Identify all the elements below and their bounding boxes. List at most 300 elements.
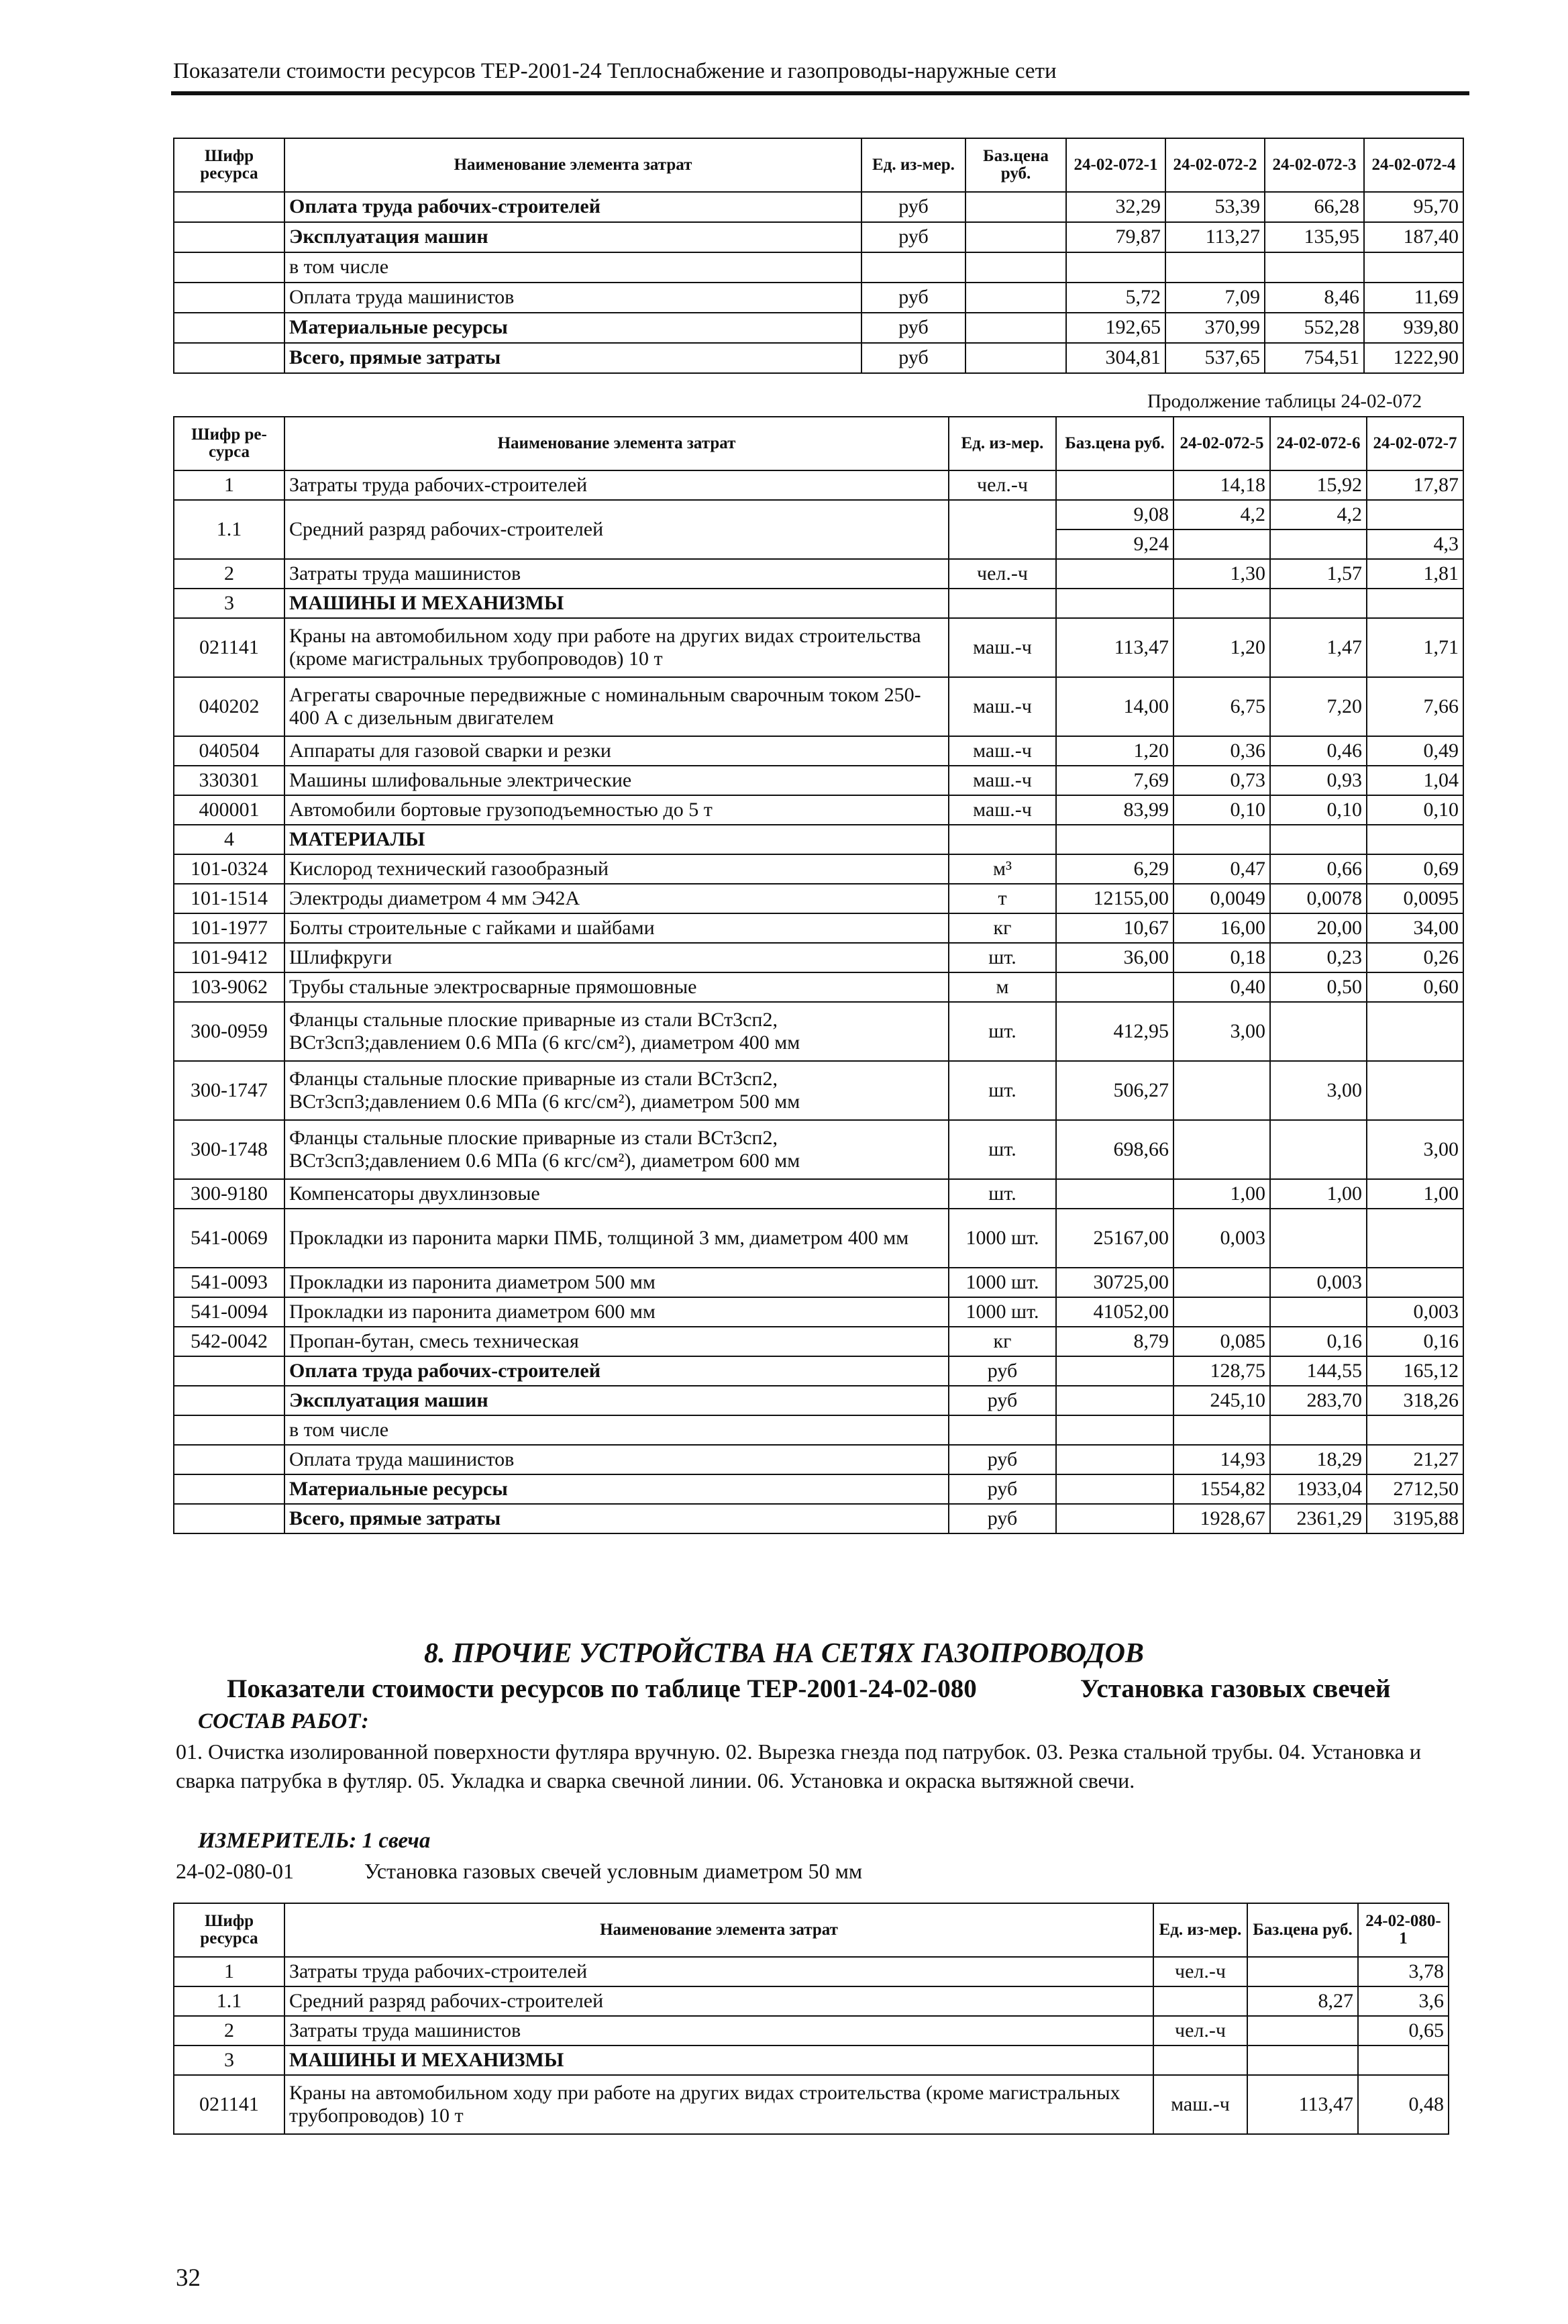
table-row xyxy=(174,1445,1463,1474)
cost-element-name: Средний разряд рабочих-строителей xyxy=(284,1986,1153,2016)
cost-element-name: Фланцы стальные плоские приварные из стали ВСт3сп2, ВСт3сп3;давлением 0.6 МПа (6 кгс/см²), диаметром 600 мм xyxy=(284,1120,949,1179)
cost-element-name: Материальные ресурсы xyxy=(284,313,861,343)
value-cell: 1,71 xyxy=(1367,618,1463,677)
resource-code xyxy=(174,222,284,252)
unit-cell xyxy=(1153,2045,1247,2075)
base-price-cell xyxy=(1056,1356,1173,1386)
value-cell: 1,20 xyxy=(1173,618,1270,677)
value-cell: 245,10 xyxy=(1173,1386,1270,1415)
base-price-cell xyxy=(965,192,1066,222)
base-price-cell xyxy=(965,252,1066,283)
cost-element-name: Оплата труда машинистов xyxy=(284,283,861,313)
table-row xyxy=(174,677,1463,736)
cost-element-name: Затраты труда рабочих-строителей xyxy=(284,470,949,500)
column-header: Ед. из-мер. xyxy=(1153,1903,1247,1957)
unit-cell: шт. xyxy=(949,1061,1056,1120)
resource-code: 1 xyxy=(174,1957,284,1986)
unit-cell: шт. xyxy=(949,943,1056,972)
value-cell: 4,2 xyxy=(1173,500,1270,529)
resource-code: 1 xyxy=(174,470,284,500)
base-price-cell xyxy=(965,283,1066,313)
value-cell: 1,04 xyxy=(1367,766,1463,795)
value-cell xyxy=(1358,2045,1449,2075)
page-header-title: Показатели стоимости ресурсов ТЕР-2001-24 Теплоснабжение и газопроводы-наружные сети xyxy=(173,59,1057,83)
cost-element-name: Оплата труда машинистов xyxy=(284,1445,949,1474)
resource-code: 4 xyxy=(174,825,284,854)
base-price-cell xyxy=(1056,825,1173,854)
column-header: Наименование элемента затрат xyxy=(284,138,861,192)
value-cell: 53,39 xyxy=(1165,192,1265,222)
resource-code: 300-9180 xyxy=(174,1179,284,1209)
resource-code xyxy=(174,1445,284,1474)
base-price-cell xyxy=(1247,2016,1358,2045)
composition-text: 01. Очистка изолированной поверхности футляра вручную. 02. Вырезка гнезда под патрубок. 03. Резка стальной трубы. 04. Установка и сварка патрубка в футляр. 05. Укладка и сварка свечной линии. 06. Установка и окраска вытяжной свечи. xyxy=(176,1739,1421,1792)
table-row xyxy=(174,500,1463,529)
base-price-cell xyxy=(1056,1386,1173,1415)
table-row xyxy=(174,618,1463,677)
resource-code: 2 xyxy=(174,2016,284,2045)
value-cell: 0,18 xyxy=(1173,943,1270,972)
value-cell xyxy=(1270,825,1367,854)
table-row xyxy=(174,1957,1449,1986)
value-cell xyxy=(1270,1209,1367,1268)
unit-cell: шт. xyxy=(949,1002,1056,1061)
resource-code: 300-1748 xyxy=(174,1120,284,1179)
cost-element-name: в том числе xyxy=(284,1415,949,1445)
unit-cell: т xyxy=(949,884,1056,913)
value-cell: 4,2 xyxy=(1270,500,1367,529)
value-cell: 0,47 xyxy=(1173,854,1270,884)
value-cell xyxy=(1265,252,1364,283)
unit-cell: руб xyxy=(861,343,965,373)
table-row xyxy=(174,1415,1463,1445)
column-header: 24-02-072-2 xyxy=(1165,138,1265,192)
unit-cell: руб xyxy=(861,222,965,252)
table-row xyxy=(174,252,1463,283)
value-cell: 1,57 xyxy=(1270,559,1367,589)
value-cell: 34,00 xyxy=(1367,913,1463,943)
value-cell: 1,81 xyxy=(1367,559,1463,589)
resource-code xyxy=(174,1356,284,1386)
column-header: Шифр ресурса xyxy=(174,1903,284,1957)
value-cell: 14,18 xyxy=(1173,470,1270,500)
value-cell: 3,78 xyxy=(1358,1957,1449,1986)
resource-code: 3 xyxy=(174,589,284,618)
table-row xyxy=(174,2045,1449,2075)
column-header: Ед. из-мер. xyxy=(861,138,965,192)
table-row xyxy=(174,1986,1449,2016)
table-row xyxy=(174,1386,1463,1415)
unit-cell: чел.-ч xyxy=(949,559,1056,589)
resource-code: 300-1747 xyxy=(174,1061,284,1120)
table-row xyxy=(174,2016,1449,2045)
resource-code: 101-0324 xyxy=(174,854,284,884)
column-header: Наименование элемента затрат xyxy=(284,1903,1153,1957)
value-cell: 144,55 xyxy=(1270,1356,1367,1386)
table-row xyxy=(174,1327,1463,1356)
value-cell: 0,003 xyxy=(1173,1209,1270,1268)
value-cell xyxy=(1165,252,1265,283)
unit-cell: кг xyxy=(949,913,1056,943)
column-header: Баз.цена руб. xyxy=(1056,417,1173,470)
value-cell: 187,40 xyxy=(1364,222,1463,252)
value-cell xyxy=(1364,252,1463,283)
table-row xyxy=(174,2075,1449,2134)
unit-cell xyxy=(861,252,965,283)
value-cell: 2712,50 xyxy=(1367,1474,1463,1504)
value-cell: 15,92 xyxy=(1270,470,1367,500)
value-cell: 17,87 xyxy=(1367,470,1463,500)
value-cell: 0,16 xyxy=(1367,1327,1463,1356)
unit-cell: маш.-ч xyxy=(949,618,1056,677)
value-cell: 0,46 xyxy=(1270,736,1367,766)
cost-element-name: Прокладки из паронита диаметром 500 мм xyxy=(284,1268,949,1297)
resource-code xyxy=(174,192,284,222)
value-cell xyxy=(1173,1415,1270,1445)
unit-cell: маш.-ч xyxy=(949,736,1056,766)
base-price-cell: 10,67 xyxy=(1056,913,1173,943)
cost-element-name: Краны на автомобильном ходу при работе на других видах строительства (кроме магистральных трубопроводов) 10 т xyxy=(284,2075,1153,2134)
resource-code xyxy=(174,252,284,283)
resource-code: 2 xyxy=(174,559,284,589)
value-cell: 1,00 xyxy=(1270,1179,1367,1209)
resource-code: 103-9062 xyxy=(174,972,284,1002)
resource-code xyxy=(174,1386,284,1415)
value-cell: 79,87 xyxy=(1066,222,1165,252)
table-row xyxy=(174,470,1463,500)
value-cell: 0,085 xyxy=(1173,1327,1270,1356)
column-header: Шифр ресурса xyxy=(174,138,284,192)
base-price-cell xyxy=(1056,559,1173,589)
unit-cell: руб xyxy=(949,1504,1056,1533)
value-cell: 370,99 xyxy=(1165,313,1265,343)
table-header-row xyxy=(174,1903,1449,1957)
value-cell: 32,29 xyxy=(1066,192,1165,222)
value-cell: 7,20 xyxy=(1270,677,1367,736)
value-cell: 165,12 xyxy=(1367,1356,1463,1386)
unit-cell: маш.-ч xyxy=(1153,2075,1247,2134)
resource-code: 541-0094 xyxy=(174,1297,284,1327)
value-cell: 0,66 xyxy=(1270,854,1367,884)
resource-code: 101-1977 xyxy=(174,913,284,943)
column-header: 24-02-072-1 xyxy=(1066,138,1165,192)
resource-code: 542-0042 xyxy=(174,1327,284,1356)
cost-element-name: Болты строительные с гайками и шайбами xyxy=(284,913,949,943)
table-row xyxy=(174,1120,1463,1179)
value-cell: 3,00 xyxy=(1367,1120,1463,1179)
value-cell: 0,16 xyxy=(1270,1327,1367,1356)
column-header: Шифр ре-сурса xyxy=(174,417,284,470)
column-header: 24-02-080-1 xyxy=(1358,1903,1449,1957)
base-price-cell: 30725,00 xyxy=(1056,1268,1173,1297)
base-price-cell xyxy=(965,222,1066,252)
value-cell xyxy=(1270,1120,1367,1179)
cost-element-name: Аппараты для газовой сварки и резки xyxy=(284,736,949,766)
unit-cell: шт. xyxy=(949,1179,1056,1209)
composition-label: СОСТАВ РАБОТ: xyxy=(198,1709,369,1733)
table-row xyxy=(174,559,1463,589)
cost-element-name: Всего, прямые затраты xyxy=(284,343,861,373)
table-continuation-note: Продолжение таблицы 24-02-072 xyxy=(1147,391,1422,412)
measure-unit: ИЗМЕРИТЕЛЬ: 1 свеча xyxy=(198,1829,431,1853)
value-cell: 3,00 xyxy=(1173,1002,1270,1061)
value-cell: 0,69 xyxy=(1367,854,1463,884)
base-price-cell xyxy=(1056,589,1173,618)
unit-cell: 1000 шт. xyxy=(949,1297,1056,1327)
value-cell: 135,95 xyxy=(1265,222,1364,252)
cost-element-name: Шлифкруги xyxy=(284,943,949,972)
table-row xyxy=(174,1297,1463,1327)
value-cell: 95,70 xyxy=(1364,192,1463,222)
cost-element-name: Трубы стальные электросварные прямошовные xyxy=(284,972,949,1002)
unit-cell: руб xyxy=(949,1386,1056,1415)
table-row xyxy=(174,1474,1463,1504)
cost-element-name: Краны на автомобильном ходу при работе на других видах строительства (кроме магистральных трубопроводов) 10 т xyxy=(284,618,949,677)
base-price-cell: 25167,00 xyxy=(1056,1209,1173,1268)
resource-code: 021141 xyxy=(174,2075,284,2134)
table-row xyxy=(174,1209,1463,1268)
base-price-cell xyxy=(1056,1179,1173,1209)
resource-code: 541-0093 xyxy=(174,1268,284,1297)
value-cell: 754,51 xyxy=(1265,343,1364,373)
base-price-cell: 1,20 xyxy=(1056,736,1173,766)
resource-table-072-1-4 xyxy=(173,138,1464,374)
column-header: 24-02-072-4 xyxy=(1364,138,1463,192)
cost-element-name: Прокладки из паронита марки ПМБ, толщиной 3 мм, диаметром 400 мм xyxy=(284,1209,949,1268)
value-cell: 0,40 xyxy=(1173,972,1270,1002)
table-row xyxy=(174,1002,1463,1061)
value-cell xyxy=(1173,1297,1270,1327)
cost-element-name: Эксплуатация машин xyxy=(284,1386,949,1415)
column-header: 24-02-072-6 xyxy=(1270,417,1367,470)
table-title-right: Установка газовых свечей xyxy=(1080,1674,1391,1703)
table-header-row xyxy=(174,417,1463,470)
base-price-cell xyxy=(1056,1474,1173,1504)
unit-cell: чел.-ч xyxy=(1153,2016,1247,2045)
value-cell: 6,75 xyxy=(1173,677,1270,736)
base-price-cell xyxy=(1056,1415,1173,1445)
resource-code: 101-9412 xyxy=(174,943,284,972)
cost-element-name: Фланцы стальные плоские приварные из стали ВСт3сп2, ВСт3сп3;давлением 0.6 МПа (6 кгс/см²), диаметром 400 мм xyxy=(284,1002,949,1061)
table-row xyxy=(174,283,1463,313)
value-cell: 21,27 xyxy=(1367,1445,1463,1474)
value-cell: 0,10 xyxy=(1270,795,1367,825)
value-cell: 939,80 xyxy=(1364,313,1463,343)
cost-element-name: Пропан-бутан, смесь техническая xyxy=(284,1327,949,1356)
column-header: Ед. из-мер. xyxy=(949,417,1056,470)
value-cell: 7,09 xyxy=(1165,283,1265,313)
cost-element-name: Затраты труда рабочих-строителей xyxy=(284,1957,1153,1986)
cost-element-name: Затраты труда машинистов xyxy=(284,2016,1153,2045)
table-row xyxy=(174,913,1463,943)
unit-cell xyxy=(949,1415,1056,1445)
table-row xyxy=(174,1504,1463,1533)
unit-cell: руб xyxy=(949,1474,1056,1504)
resource-code: 040202 xyxy=(174,677,284,736)
value-cell: 0,003 xyxy=(1367,1297,1463,1327)
base-price-cell xyxy=(1056,1445,1173,1474)
base-price-cell: 506,27 xyxy=(1056,1061,1173,1120)
cost-element-name: Эксплуатация машин xyxy=(284,222,861,252)
unit-cell: 1000 шт. xyxy=(949,1209,1056,1268)
table-row xyxy=(174,222,1463,252)
table-row xyxy=(174,825,1463,854)
column-header: Баз.цена руб. xyxy=(965,138,1066,192)
value-cell: 1,47 xyxy=(1270,618,1367,677)
unit-cell: руб xyxy=(861,313,965,343)
base-price-cell xyxy=(1247,2045,1358,2075)
header-rule xyxy=(171,91,1469,95)
column-header: 24-02-072-3 xyxy=(1265,138,1364,192)
value-cell: 0,10 xyxy=(1367,795,1463,825)
cost-element-name: Компенсаторы двухлинзовые xyxy=(284,1179,949,1209)
unit-cell: маш.-ч xyxy=(949,795,1056,825)
value-cell xyxy=(1367,589,1463,618)
unit-cell: руб xyxy=(861,192,965,222)
value-cell xyxy=(1270,1297,1367,1327)
value-cell xyxy=(1173,1268,1270,1297)
table-row xyxy=(174,1179,1463,1209)
value-cell xyxy=(1367,1061,1463,1120)
resource-code xyxy=(174,313,284,343)
base-price-cell: 12155,00 xyxy=(1056,884,1173,913)
resource-code: 101-1514 xyxy=(174,884,284,913)
table-row xyxy=(174,766,1463,795)
value-cell: 3195,88 xyxy=(1367,1504,1463,1533)
resource-code: 1.1 xyxy=(174,500,284,559)
value-cell xyxy=(1173,1061,1270,1120)
unit-cell: руб xyxy=(949,1445,1056,1474)
base-price-cell: 14,00 xyxy=(1056,677,1173,736)
base-price-cell xyxy=(1056,972,1173,1002)
value-cell: 0,23 xyxy=(1270,943,1367,972)
value-cell xyxy=(1367,500,1463,529)
table-row xyxy=(174,854,1463,884)
cost-element-name: Средний разряд рабочих-строителей xyxy=(284,500,949,559)
value-cell xyxy=(1367,825,1463,854)
value-cell: 537,65 xyxy=(1165,343,1265,373)
value-cell: 0,65 xyxy=(1358,2016,1449,2045)
unit-cell: руб xyxy=(861,283,965,313)
value-cell xyxy=(1173,529,1270,559)
column-header: 24-02-072-7 xyxy=(1367,417,1463,470)
base-price-cell xyxy=(1056,1504,1173,1533)
value-cell: 18,29 xyxy=(1270,1445,1367,1474)
value-cell: 3,6 xyxy=(1358,1986,1449,2016)
cost-element-name: Оплата труда рабочих-строителей xyxy=(284,1356,949,1386)
cost-element-name: Материальные ресурсы xyxy=(284,1474,949,1504)
table-row xyxy=(174,943,1463,972)
value-cell: 318,26 xyxy=(1367,1386,1463,1415)
cost-element-name: Фланцы стальные плоские приварные из стали ВСт3сп2, ВСт3сп3;давлением 0.6 МПа (6 кгс/см²), диаметром 500 мм xyxy=(284,1061,949,1120)
value-cell xyxy=(1173,589,1270,618)
value-cell: 11,69 xyxy=(1364,283,1463,313)
value-cell xyxy=(1367,1209,1463,1268)
value-cell: 8,46 xyxy=(1265,283,1364,313)
table-row xyxy=(174,972,1463,1002)
unit-cell: руб xyxy=(949,1356,1056,1386)
column-header: 24-02-072-5 xyxy=(1173,417,1270,470)
base-price-cell: 41052,00 xyxy=(1056,1297,1173,1327)
resource-code xyxy=(174,283,284,313)
value-cell: 1928,67 xyxy=(1173,1504,1270,1533)
resource-code xyxy=(174,343,284,373)
value-cell: 0,60 xyxy=(1367,972,1463,1002)
value-cell: 304,81 xyxy=(1066,343,1165,373)
unit-cell: 1000 шт. xyxy=(949,1268,1056,1297)
table-row xyxy=(174,884,1463,913)
unit-cell xyxy=(1153,1986,1247,2016)
cost-element-name: Кислород технический газообразный xyxy=(284,854,949,884)
value-cell: 20,00 xyxy=(1270,913,1367,943)
value-cell: 0,73 xyxy=(1173,766,1270,795)
unit-cell: м³ xyxy=(949,854,1056,884)
cost-element-name: Агрегаты сварочные передвижные с номинальным сварочным током 250-400 А с дизельным двигателем xyxy=(284,677,949,736)
value-cell: 128,75 xyxy=(1173,1356,1270,1386)
value-cell: 113,27 xyxy=(1165,222,1265,252)
value-cell xyxy=(1270,1415,1367,1445)
value-cell: 4,3 xyxy=(1367,529,1463,559)
value-cell xyxy=(1173,825,1270,854)
resource-code xyxy=(174,1474,284,1504)
value-cell: 0,50 xyxy=(1270,972,1367,1002)
value-cell: 0,26 xyxy=(1367,943,1463,972)
table-row xyxy=(174,1061,1463,1120)
unit-cell xyxy=(949,500,1056,559)
cost-element-name: в том числе xyxy=(284,252,861,283)
value-cell xyxy=(1367,1002,1463,1061)
resource-code: 1.1 xyxy=(174,1986,284,2016)
unit-cell: шт. xyxy=(949,1120,1056,1179)
column-header: Наименование элемента затрат xyxy=(284,417,949,470)
item-code: 24-02-080-01 xyxy=(176,1859,294,1883)
item-name: Установка газовых свечей условным диаметром 50 мм xyxy=(364,1859,863,1883)
base-price-cell: 36,00 xyxy=(1056,943,1173,972)
cost-element-name: Автомобили бортовые грузоподъемностью до 5 т xyxy=(284,795,949,825)
page-number: 32 xyxy=(176,2264,201,2292)
resource-code: 300-0959 xyxy=(174,1002,284,1061)
value-cell xyxy=(1173,1120,1270,1179)
value-cell xyxy=(1367,1268,1463,1297)
unit-cell: кг xyxy=(949,1327,1056,1356)
base-price-cell: 83,99 xyxy=(1056,795,1173,825)
value-cell: 1933,04 xyxy=(1270,1474,1367,1504)
table-header-row xyxy=(174,138,1463,192)
value-cell: 1222,90 xyxy=(1364,343,1463,373)
base-price-cell: 8,79 xyxy=(1056,1327,1173,1356)
section-title: 8. ПРОЧИЕ УСТРОЙСТВА НА СЕТЯХ ГАЗОПРОВОДОВ xyxy=(424,1638,1144,1669)
cost-element-name: Электроды диаметром 4 мм Э42А xyxy=(284,884,949,913)
value-cell xyxy=(1270,589,1367,618)
resource-code: 040504 xyxy=(174,736,284,766)
value-cell xyxy=(1270,529,1367,559)
base-price-cell xyxy=(965,343,1066,373)
value-cell: 0,93 xyxy=(1270,766,1367,795)
table-row xyxy=(174,736,1463,766)
value-cell: 0,49 xyxy=(1367,736,1463,766)
resource-code xyxy=(174,1415,284,1445)
value-cell: 3,00 xyxy=(1270,1061,1367,1120)
unit-cell xyxy=(949,589,1056,618)
table-row xyxy=(174,343,1463,373)
value-cell: 0,0049 xyxy=(1173,884,1270,913)
table-row xyxy=(174,589,1463,618)
base-price-cell: 6,29 xyxy=(1056,854,1173,884)
unit-cell xyxy=(949,825,1056,854)
value-cell: 1554,82 xyxy=(1173,1474,1270,1504)
value-cell: 0,003 xyxy=(1270,1268,1367,1297)
cost-element-name: МАШИНЫ И МЕХАНИЗМЫ xyxy=(284,589,949,618)
